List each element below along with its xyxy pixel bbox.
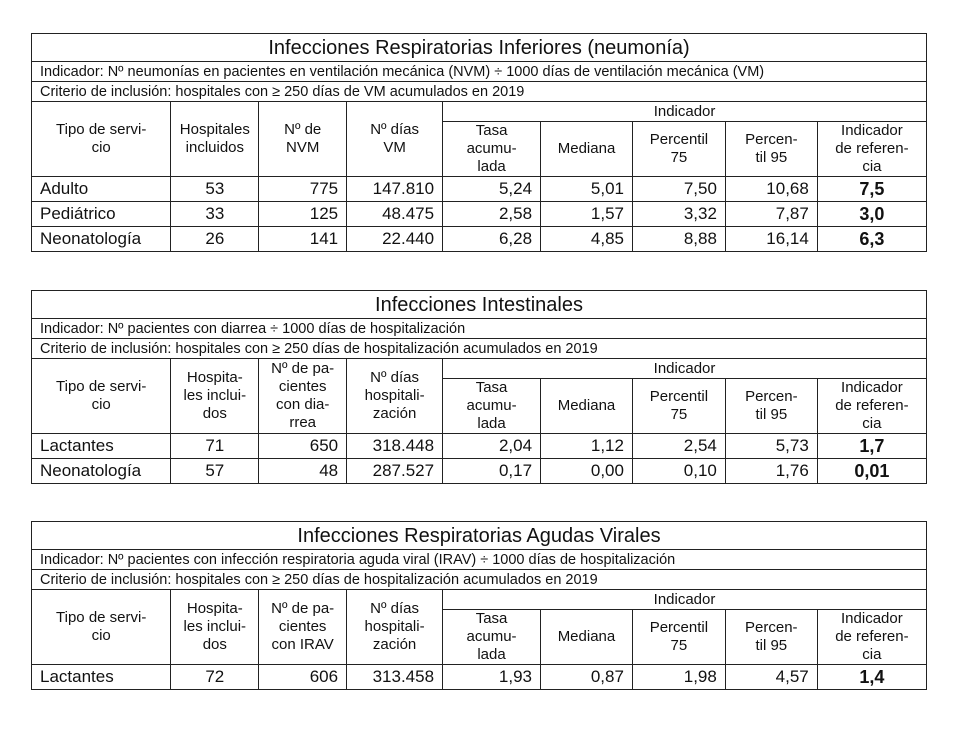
value-cell: 287.527	[347, 459, 443, 484]
value-cell: 5,24	[443, 177, 541, 202]
indicator-group-header: Indicador	[443, 359, 927, 379]
column-header: Hospita- les inclui- dos	[171, 590, 259, 665]
data-table	[31, 521, 927, 690]
value-cell: 0,00	[541, 459, 633, 484]
value-cell: 48	[259, 459, 347, 484]
column-header: Tipo de servi- cio	[32, 590, 171, 665]
value-cell: 7,50	[632, 177, 725, 202]
column-header: Nº de pa- cientes con dia- rrea	[259, 359, 347, 434]
table-title: Infecciones Intestinales	[32, 291, 927, 319]
value-cell: 5,73	[725, 434, 817, 459]
indicator-definition: Indicador: Nº neumonías en pacientes en ventilación mecánica (NVM) ÷ 1000 días de ventilación mecánica (VM)	[32, 62, 927, 82]
indicator-definition: Indicador: Nº pacientes con infección respiratoria aguda viral (IRAV) ÷ 1000 días de hospitalización	[32, 550, 927, 570]
value-cell: 650	[259, 434, 347, 459]
table-infecciones-intestinales	[31, 290, 927, 484]
column-header: Nº días hospitali- zación	[347, 590, 443, 665]
data-table	[31, 33, 927, 252]
indicator-group-header: Indicador	[443, 102, 927, 122]
column-header: Tipo de servi- cio	[32, 359, 171, 434]
value-cell: 775	[259, 177, 347, 202]
inclusion-criterion: Criterio de inclusión: hospitales con ≥ 250 días de VM acumulados en 2019	[32, 82, 927, 102]
value-cell: 2,54	[632, 434, 725, 459]
value-cell: 2,58	[443, 202, 541, 227]
service-type-cell: Pediátrico	[32, 202, 171, 227]
value-cell: 4,57	[725, 665, 817, 690]
column-header: Indicador de referen- cia	[817, 122, 926, 177]
reference-indicator-cell: 0,01	[817, 459, 926, 484]
value-cell: 0,10	[632, 459, 725, 484]
indicator-definition: Indicador: Nº pacientes con diarrea ÷ 1000 días de hospitalización	[32, 319, 927, 339]
table-row	[32, 459, 927, 484]
service-type-cell: Lactantes	[32, 434, 171, 459]
service-type-cell: Lactantes	[32, 665, 171, 690]
value-cell: 8,88	[632, 227, 725, 252]
value-cell: 141	[259, 227, 347, 252]
column-header: Percentil 75	[632, 610, 725, 665]
column-header: Hospitales incluidos	[171, 102, 259, 177]
column-header: Indicador de referen- cia	[817, 379, 926, 434]
value-cell: 6,28	[443, 227, 541, 252]
column-header: Nº días hospitali- zación	[347, 359, 443, 434]
table-respiratorias-inferiores	[31, 33, 927, 252]
column-header: Percen- til 95	[725, 610, 817, 665]
value-cell: 22.440	[347, 227, 443, 252]
value-cell: 1,12	[541, 434, 633, 459]
value-cell: 5,01	[541, 177, 633, 202]
value-cell: 48.475	[347, 202, 443, 227]
value-cell: 1,57	[541, 202, 633, 227]
service-type-cell: Neonatología	[32, 459, 171, 484]
column-header: Mediana	[541, 379, 633, 434]
value-cell: 26	[171, 227, 259, 252]
reference-indicator-cell: 6,3	[817, 227, 926, 252]
column-header: Mediana	[541, 610, 633, 665]
column-header: Mediana	[541, 122, 633, 177]
column-header: Tasa acumu- lada	[443, 379, 541, 434]
column-header: Percentil 75	[632, 122, 725, 177]
column-header: Percen- til 95	[725, 122, 817, 177]
table-row	[32, 665, 927, 690]
value-cell: 2,04	[443, 434, 541, 459]
table-row	[32, 434, 927, 459]
value-cell: 33	[171, 202, 259, 227]
column-header: Tasa acumu- lada	[443, 610, 541, 665]
value-cell: 0,87	[541, 665, 633, 690]
reference-indicator-cell: 1,7	[817, 434, 926, 459]
column-header: Percen- til 95	[725, 379, 817, 434]
table-row	[32, 227, 927, 252]
service-type-cell: Adulto	[32, 177, 171, 202]
value-cell: 3,32	[632, 202, 725, 227]
value-cell: 318.448	[347, 434, 443, 459]
table-row	[32, 202, 927, 227]
value-cell: 0,17	[443, 459, 541, 484]
column-header: Nº días VM	[347, 102, 443, 177]
value-cell: 71	[171, 434, 259, 459]
table-row	[32, 177, 927, 202]
value-cell: 10,68	[725, 177, 817, 202]
value-cell: 53	[171, 177, 259, 202]
value-cell: 1,98	[632, 665, 725, 690]
column-header: Percentil 75	[632, 379, 725, 434]
inclusion-criterion: Criterio de inclusión: hospitales con ≥ 250 días de hospitalización acumulados en 2019	[32, 570, 927, 590]
service-type-cell: Neonatología	[32, 227, 171, 252]
inclusion-criterion: Criterio de inclusión: hospitales con ≥ 250 días de hospitalización acumulados en 2019	[32, 339, 927, 359]
reference-indicator-cell: 3,0	[817, 202, 926, 227]
column-header: Tasa acumu- lada	[443, 122, 541, 177]
value-cell: 313.458	[347, 665, 443, 690]
value-cell: 1,76	[725, 459, 817, 484]
column-header: Hospita- les inclui- dos	[171, 359, 259, 434]
indicator-group-header: Indicador	[443, 590, 927, 610]
table-respiratorias-agudas-virales	[31, 521, 927, 690]
value-cell: 7,87	[725, 202, 817, 227]
value-cell: 72	[171, 665, 259, 690]
value-cell: 57	[171, 459, 259, 484]
value-cell: 125	[259, 202, 347, 227]
reference-indicator-cell: 7,5	[817, 177, 926, 202]
value-cell: 16,14	[725, 227, 817, 252]
value-cell: 606	[259, 665, 347, 690]
column-header: Nº de NVM	[259, 102, 347, 177]
value-cell: 147.810	[347, 177, 443, 202]
value-cell: 4,85	[541, 227, 633, 252]
reference-indicator-cell: 1,4	[817, 665, 926, 690]
column-header: Nº de pa- cientes con IRAV	[259, 590, 347, 665]
table-title: Infecciones Respiratorias Inferiores (neumonía)	[32, 34, 927, 62]
column-header: Tipo de servi- cio	[32, 102, 171, 177]
value-cell: 1,93	[443, 665, 541, 690]
column-header: Indicador de referen- cia	[817, 610, 926, 665]
data-table	[31, 290, 927, 484]
table-title: Infecciones Respiratorias Agudas Virales	[32, 522, 927, 550]
